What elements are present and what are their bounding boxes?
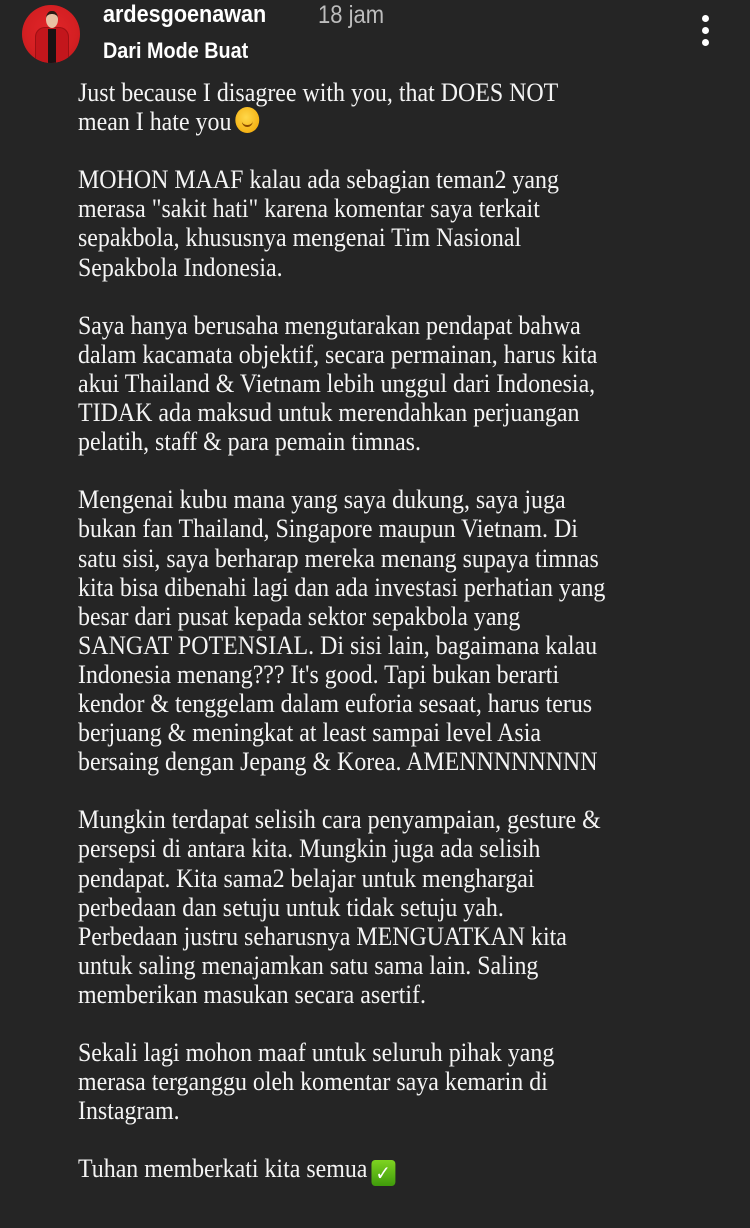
caption-line: bersaing dengan Jepang & Korea. AMENNNNNNNN: [78, 747, 598, 777]
caption-line: merasa terganggu oleh komentar saya kemarin di: [78, 1067, 548, 1097]
caption-line: Sekali lagi mohon maaf untuk seluruh pihak yang: [78, 1038, 555, 1068]
avatar-shirt: [48, 29, 56, 63]
caption-line: kita bisa dibenahi lagi dan ada investasi perhatian yang: [78, 572, 606, 602]
caption-line: [78, 1154, 722, 1186]
paragraph-2: [78, 165, 722, 281]
post-source-label: Dari Mode Buat: [103, 38, 249, 63]
paragraph-3: [78, 311, 722, 456]
paragraph-4: [78, 485, 722, 776]
caption-line: perbedaan dan setuju untuk tidak setuju yah.: [78, 892, 504, 922]
caption-line: pelatih, staff & para pemain timnas.: [78, 427, 421, 457]
caption-line: memberikan masukan secara asertif.: [78, 979, 427, 1009]
more-options-icon[interactable]: [690, 12, 720, 52]
caption-line: dalam kacamata objektif, secara permainan, harus kita: [78, 339, 598, 369]
caption-line: untuk saling menajamkan satu sama lain. Saling: [78, 950, 539, 980]
post-header: [0, 0, 750, 72]
caption-line: Mungkin terdapat selisih cara penyampaian, gesture &: [78, 805, 601, 835]
caption-line: sepakbola, khususnya mengenai Tim Nasional: [78, 223, 522, 253]
caption-line: merasa "sakit hati" karena komentar saya terkait: [78, 194, 540, 224]
paragraph-7: [78, 1154, 722, 1186]
avatar-head: [46, 11, 58, 28]
caption-line: berjuang & meningkat at least sampai level Asia: [78, 718, 541, 748]
username-link[interactable]: ardesgoenawan: [103, 1, 267, 28]
paragraph-6: [78, 1038, 722, 1125]
post-timestamp: 18 jam: [318, 1, 385, 29]
caption-line: besar dari pusat kepada sektor sepakbola yang: [78, 601, 521, 631]
kebab-dot: [702, 15, 709, 22]
hugging-face-emoji-icon: [235, 107, 259, 133]
caption-line: MOHON MAAF kalau ada sebagian teman2 yang: [78, 165, 559, 195]
kebab-dot: [702, 27, 709, 34]
caption-text: Tuhan memberkati kita semua: [78, 1154, 368, 1184]
caption-line: [78, 107, 722, 136]
caption-line: persepsi di antara kita. Mungkin juga ada selisih: [78, 834, 541, 864]
paragraph-1: [78, 78, 722, 136]
caption-line: akui Thailand & Vietnam lebih unggul dari Indonesia,: [78, 368, 596, 398]
post-caption: [78, 78, 722, 1216]
caption-line: kendor & tenggelam dalam euforia sesaat, harus terus: [78, 688, 593, 718]
caption-line: Saya hanya berusaha mengutarakan pendapat bahwa: [78, 310, 581, 340]
check-mark-emoji-icon: ✓: [371, 1160, 395, 1186]
caption-line: Mengenai kubu mana yang saya dukung, saya juga: [78, 485, 566, 515]
profile-avatar[interactable]: [22, 5, 80, 63]
caption-line: Just because I disagree with you, that DOES NOT: [78, 78, 559, 107]
caption-line: satu sisi, saya berharap mereka menang supaya timnas: [78, 543, 599, 573]
caption-line: SANGAT POTENSIAL. Di sisi lain, bagaimana kalau: [78, 630, 598, 660]
paragraph-5: [78, 805, 722, 1009]
caption-line: pendapat. Kita sama2 belajar untuk menghargai: [78, 863, 535, 893]
caption-line: Sepakbola Indonesia.: [78, 252, 283, 282]
caption-line: Indonesia menang??? It's good. Tapi bukan berarti: [78, 659, 560, 689]
caption-line: Perbedaan justru seharusnya MENGUATKAN kita: [78, 921, 567, 951]
caption-line: TIDAK ada maksud untuk merendahkan perjuangan: [78, 398, 580, 428]
caption-line: bukan fan Thailand, Singapore maupun Vietnam. Di: [78, 514, 578, 544]
caption-text: mean I hate you: [78, 107, 232, 137]
kebab-dot: [702, 39, 709, 46]
caption-line: Instagram.: [78, 1096, 180, 1126]
